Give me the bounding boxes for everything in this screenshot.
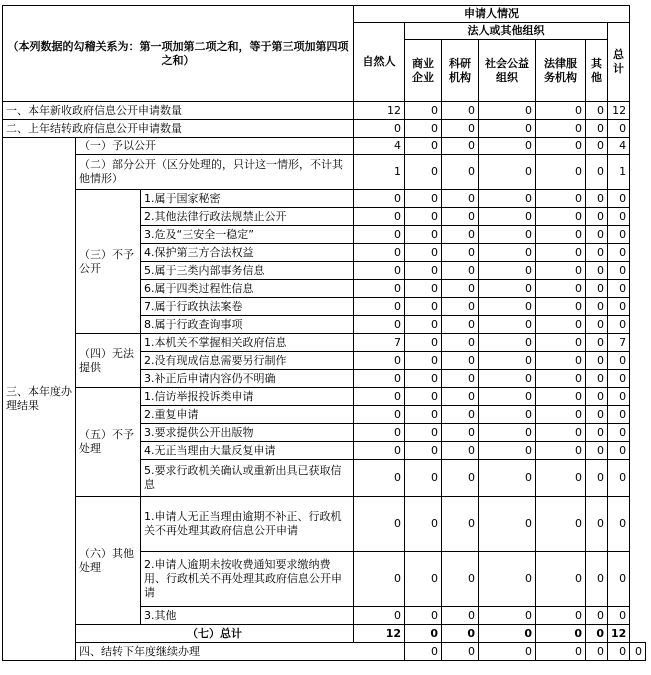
cell-value: 0 <box>586 625 608 643</box>
cell-value: 0 <box>536 138 586 155</box>
cell-value: 0 <box>405 643 442 661</box>
row-label: （七）总计 <box>76 625 354 643</box>
table-row <box>3 190 646 208</box>
cell-value: 0 <box>405 138 442 155</box>
cell-value: 0 <box>405 262 442 280</box>
cell-value: 0 <box>608 643 630 661</box>
cell-value: 0 <box>405 334 442 352</box>
cell-value: 0 <box>354 406 405 424</box>
cell-value: 0 <box>608 370 630 388</box>
row-label: （二）部分公开（区分处理的，只计这一情形，不计其他情形） <box>76 155 354 190</box>
cell-value: 0 <box>586 406 608 424</box>
cell-value: 0 <box>354 120 405 138</box>
cell-value: 12 <box>354 102 405 120</box>
cell-value: 0 <box>405 625 442 643</box>
cell-value: 0 <box>608 424 630 442</box>
cell-value: 0 <box>608 406 630 424</box>
cell-value: 0 <box>536 424 586 442</box>
header-research: 科研机构 <box>442 40 479 102</box>
cell-value: 0 <box>479 643 536 661</box>
cell-value: 0 <box>479 280 536 298</box>
cell-value: 0 <box>405 120 442 138</box>
cell-value: 0 <box>536 625 586 643</box>
cell-value: 0 <box>608 497 630 552</box>
row-label: 3.其他 <box>141 607 354 625</box>
cell-value: 4 <box>354 138 405 155</box>
cell-value: 0 <box>586 424 608 442</box>
row-label: 3.危及“三安全一稳定” <box>141 226 354 244</box>
group-6-label: （六）其他处理 <box>76 497 141 625</box>
cell-value: 0 <box>442 388 479 406</box>
row-label: 二、上年结转政府信息公开申请数量 <box>3 120 354 138</box>
cell-value: 0 <box>405 388 442 406</box>
cell-value: 0 <box>354 352 405 370</box>
cell-value: 0 <box>479 138 536 155</box>
cell-value: 0 <box>586 552 608 607</box>
cell-value: 0 <box>354 298 405 316</box>
cell-value: 0 <box>536 370 586 388</box>
cell-value: 0 <box>536 262 586 280</box>
cell-value: 0 <box>536 280 586 298</box>
group-5-label: （五）不予处理 <box>76 388 141 497</box>
cell-value: 0 <box>586 643 608 661</box>
cell-value: 12 <box>608 625 630 643</box>
row-label: 2.其他法律行政法规禁止公开 <box>141 208 354 226</box>
cell-value: 0 <box>608 298 630 316</box>
cell-value: 0 <box>608 388 630 406</box>
cell-value: 12 <box>608 102 630 120</box>
cell-value: 0 <box>354 370 405 388</box>
cell-value: 0 <box>442 316 479 334</box>
cell-value: 0 <box>608 552 630 607</box>
cell-value: 0 <box>354 280 405 298</box>
cell-value: 0 <box>405 442 442 460</box>
header-legal: 法律服务机构 <box>536 40 586 102</box>
cell-value: 0 <box>405 226 442 244</box>
cell-value: 0 <box>479 460 536 497</box>
cell-value: 1 <box>354 155 405 190</box>
row-label: 四、结转下年度继续办理 <box>76 643 405 661</box>
row-label: （一）予以公开 <box>76 138 354 155</box>
cell-value: 0 <box>586 334 608 352</box>
cell-value: 0 <box>586 607 608 625</box>
cell-value: 0 <box>442 406 479 424</box>
cell-value: 0 <box>354 226 405 244</box>
row-label: 3.补正后申请内容仍不明确 <box>141 370 354 388</box>
section-3-label: 三、本年度办理结果 <box>3 138 76 661</box>
cell-value: 0 <box>354 316 405 334</box>
cell-value: 0 <box>608 442 630 460</box>
header-note: （本列数据的勾稽关系为：第一项加第二项之和，等于第三项加第四项之和） <box>3 6 354 102</box>
cell-value: 0 <box>586 262 608 280</box>
cell-value: 0 <box>586 497 608 552</box>
cell-value: 0 <box>479 244 536 262</box>
cell-value: 0 <box>586 352 608 370</box>
cell-value: 0 <box>442 460 479 497</box>
cell-value: 0 <box>405 298 442 316</box>
cell-value: 0 <box>479 262 536 280</box>
group-3-label: （三）不予公开 <box>76 190 141 334</box>
group-4-label: （四）无法提供 <box>76 334 141 388</box>
row-label: 4.保护第三方合法权益 <box>141 244 354 262</box>
cell-value: 0 <box>586 298 608 316</box>
cell-value: 0 <box>586 190 608 208</box>
cell-value: 0 <box>354 190 405 208</box>
cell-value: 0 <box>479 388 536 406</box>
table-row <box>3 625 646 643</box>
cell-value: 0 <box>536 190 586 208</box>
header-total: 总计 <box>608 23 630 102</box>
header-applicant: 申请人情况 <box>354 6 630 23</box>
cell-value: 0 <box>405 352 442 370</box>
cell-value: 0 <box>586 442 608 460</box>
cell-value: 0 <box>608 280 630 298</box>
cell-value: 0 <box>354 244 405 262</box>
row-label: 7.属于行政执法案卷 <box>141 298 354 316</box>
cell-value: 0 <box>479 102 536 120</box>
cell-value: 0 <box>630 643 646 661</box>
cell-value: 0 <box>586 370 608 388</box>
row-label: 8.属于行政查询事项 <box>141 316 354 334</box>
cell-value: 0 <box>536 155 586 190</box>
cell-value: 0 <box>586 208 608 226</box>
row-label: 1.本机关不掌握相关政府信息 <box>141 334 354 352</box>
cell-value: 0 <box>608 208 630 226</box>
cell-value: 0 <box>536 208 586 226</box>
cell-value: 0 <box>442 298 479 316</box>
cell-value: 0 <box>479 298 536 316</box>
cell-value: 0 <box>479 226 536 244</box>
cell-value: 0 <box>479 625 536 643</box>
cell-value: 0 <box>405 424 442 442</box>
row-label: 2.重复申请 <box>141 406 354 424</box>
row-label: 1.信访举报投诉类申请 <box>141 388 354 406</box>
cell-value: 0 <box>608 460 630 497</box>
cell-value: 0 <box>442 226 479 244</box>
cell-value: 0 <box>608 607 630 625</box>
cell-value: 0 <box>479 442 536 460</box>
table-row <box>3 388 646 406</box>
cell-value: 0 <box>536 406 586 424</box>
cell-value: 7 <box>354 334 405 352</box>
cell-value: 0 <box>405 102 442 120</box>
cell-value: 0 <box>586 138 608 155</box>
cell-value: 0 <box>479 497 536 552</box>
cell-value: 0 <box>442 120 479 138</box>
cell-value: 0 <box>442 370 479 388</box>
cell-value: 0 <box>479 406 536 424</box>
cell-value: 0 <box>405 208 442 226</box>
cell-value: 0 <box>354 442 405 460</box>
cell-value: 0 <box>586 102 608 120</box>
cell-value: 0 <box>479 120 536 138</box>
cell-value: 0 <box>536 442 586 460</box>
cell-value: 0 <box>354 552 405 607</box>
table-row <box>3 334 646 352</box>
cell-value: 0 <box>479 607 536 625</box>
cell-value: 0 <box>405 607 442 625</box>
cell-value: 0 <box>536 552 586 607</box>
cell-value: 7 <box>608 334 630 352</box>
row-label: 6.属于四类过程性信息 <box>141 280 354 298</box>
cell-value: 0 <box>608 190 630 208</box>
cell-value: 0 <box>442 262 479 280</box>
cell-value: 0 <box>442 643 479 661</box>
header-other: 其他 <box>586 40 608 102</box>
cell-value: 0 <box>536 352 586 370</box>
cell-value: 0 <box>405 552 442 607</box>
cell-value: 0 <box>442 424 479 442</box>
cell-value: 0 <box>586 155 608 190</box>
table-row <box>3 102 646 120</box>
row-label: 一、本年新收政府信息公开申请数量 <box>3 102 354 120</box>
cell-value: 4 <box>608 138 630 155</box>
cell-value: 0 <box>608 244 630 262</box>
cell-value: 0 <box>442 138 479 155</box>
table-row <box>3 138 646 155</box>
cell-value: 0 <box>536 497 586 552</box>
cell-value: 0 <box>479 155 536 190</box>
cell-value: 0 <box>586 120 608 138</box>
cell-value: 0 <box>608 316 630 334</box>
cell-value: 0 <box>354 262 405 280</box>
row-label: 5.要求行政机关确认或重新出具已获取信息 <box>141 460 354 497</box>
cell-value: 0 <box>354 208 405 226</box>
row-label: 2.申请人逾期未按收费通知要求缴纳费用、行政机关不再处理其政府信息公开申请 <box>141 552 354 607</box>
cell-value: 0 <box>536 334 586 352</box>
cell-value: 0 <box>479 370 536 388</box>
cell-value: 0 <box>442 334 479 352</box>
cell-value: 0 <box>536 226 586 244</box>
cell-value: 12 <box>354 625 405 643</box>
cell-value: 0 <box>442 155 479 190</box>
cell-value: 1 <box>608 155 630 190</box>
cell-value: 0 <box>536 643 586 661</box>
cell-value: 0 <box>442 607 479 625</box>
cell-value: 0 <box>586 226 608 244</box>
row-label: 5.属于三类内部事务信息 <box>141 262 354 280</box>
header-commercial: 商业企业 <box>405 40 442 102</box>
row-label: 1.属于国家秘密 <box>141 190 354 208</box>
row-label: 2.没有现成信息需要另行制作 <box>141 352 354 370</box>
cell-value: 0 <box>479 334 536 352</box>
cell-value: 0 <box>354 607 405 625</box>
cell-value: 0 <box>479 190 536 208</box>
cell-value: 0 <box>442 208 479 226</box>
table-row <box>3 643 646 661</box>
cell-value: 0 <box>354 388 405 406</box>
cell-value: 0 <box>405 460 442 497</box>
cell-value: 0 <box>479 208 536 226</box>
cell-value: 0 <box>405 280 442 298</box>
cell-value: 0 <box>405 244 442 262</box>
disclosure-table <box>2 5 646 661</box>
cell-value: 0 <box>586 460 608 497</box>
cell-value: 0 <box>536 102 586 120</box>
table-row <box>3 497 646 552</box>
cell-value: 0 <box>608 352 630 370</box>
cell-value: 0 <box>479 552 536 607</box>
cell-value: 0 <box>405 316 442 334</box>
row-label: 3.要求提供公开出版物 <box>141 424 354 442</box>
cell-value: 0 <box>536 298 586 316</box>
table-row <box>3 120 646 138</box>
header-social: 社会公益组织 <box>479 40 536 102</box>
cell-value: 0 <box>586 244 608 262</box>
cell-value: 0 <box>405 155 442 190</box>
cell-value: 0 <box>536 460 586 497</box>
cell-value: 0 <box>442 442 479 460</box>
cell-value: 0 <box>354 497 405 552</box>
cell-value: 0 <box>536 316 586 334</box>
cell-value: 0 <box>354 460 405 497</box>
cell-value: 0 <box>479 424 536 442</box>
cell-value: 0 <box>608 120 630 138</box>
cell-value: 0 <box>442 244 479 262</box>
cell-value: 0 <box>608 226 630 244</box>
header-natural: 自然人 <box>354 23 405 102</box>
cell-value: 0 <box>405 190 442 208</box>
cell-value: 0 <box>479 352 536 370</box>
cell-value: 0 <box>405 406 442 424</box>
cell-value: 0 <box>586 280 608 298</box>
cell-value: 0 <box>536 120 586 138</box>
cell-value: 0 <box>608 262 630 280</box>
cell-value: 0 <box>586 316 608 334</box>
row-label: 1.申请人无正当理由逾期不补正、行政机关不再处理其政府信息公开申请 <box>141 497 354 552</box>
cell-value: 0 <box>442 280 479 298</box>
row-label: 4.无正当理由大量反复申请 <box>141 442 354 460</box>
cell-value: 0 <box>536 388 586 406</box>
cell-value: 0 <box>479 316 536 334</box>
cell-value: 0 <box>405 370 442 388</box>
cell-value: 0 <box>442 497 479 552</box>
cell-value: 0 <box>405 497 442 552</box>
cell-value: 0 <box>442 625 479 643</box>
cell-value: 0 <box>586 388 608 406</box>
cell-value: 0 <box>442 352 479 370</box>
cell-value: 0 <box>442 102 479 120</box>
header-org: 法人或其他组织 <box>405 23 608 40</box>
cell-value: 0 <box>536 244 586 262</box>
cell-value: 0 <box>354 424 405 442</box>
cell-value: 0 <box>442 552 479 607</box>
cell-value: 0 <box>536 607 586 625</box>
cell-value: 0 <box>442 190 479 208</box>
table-row <box>3 155 646 190</box>
